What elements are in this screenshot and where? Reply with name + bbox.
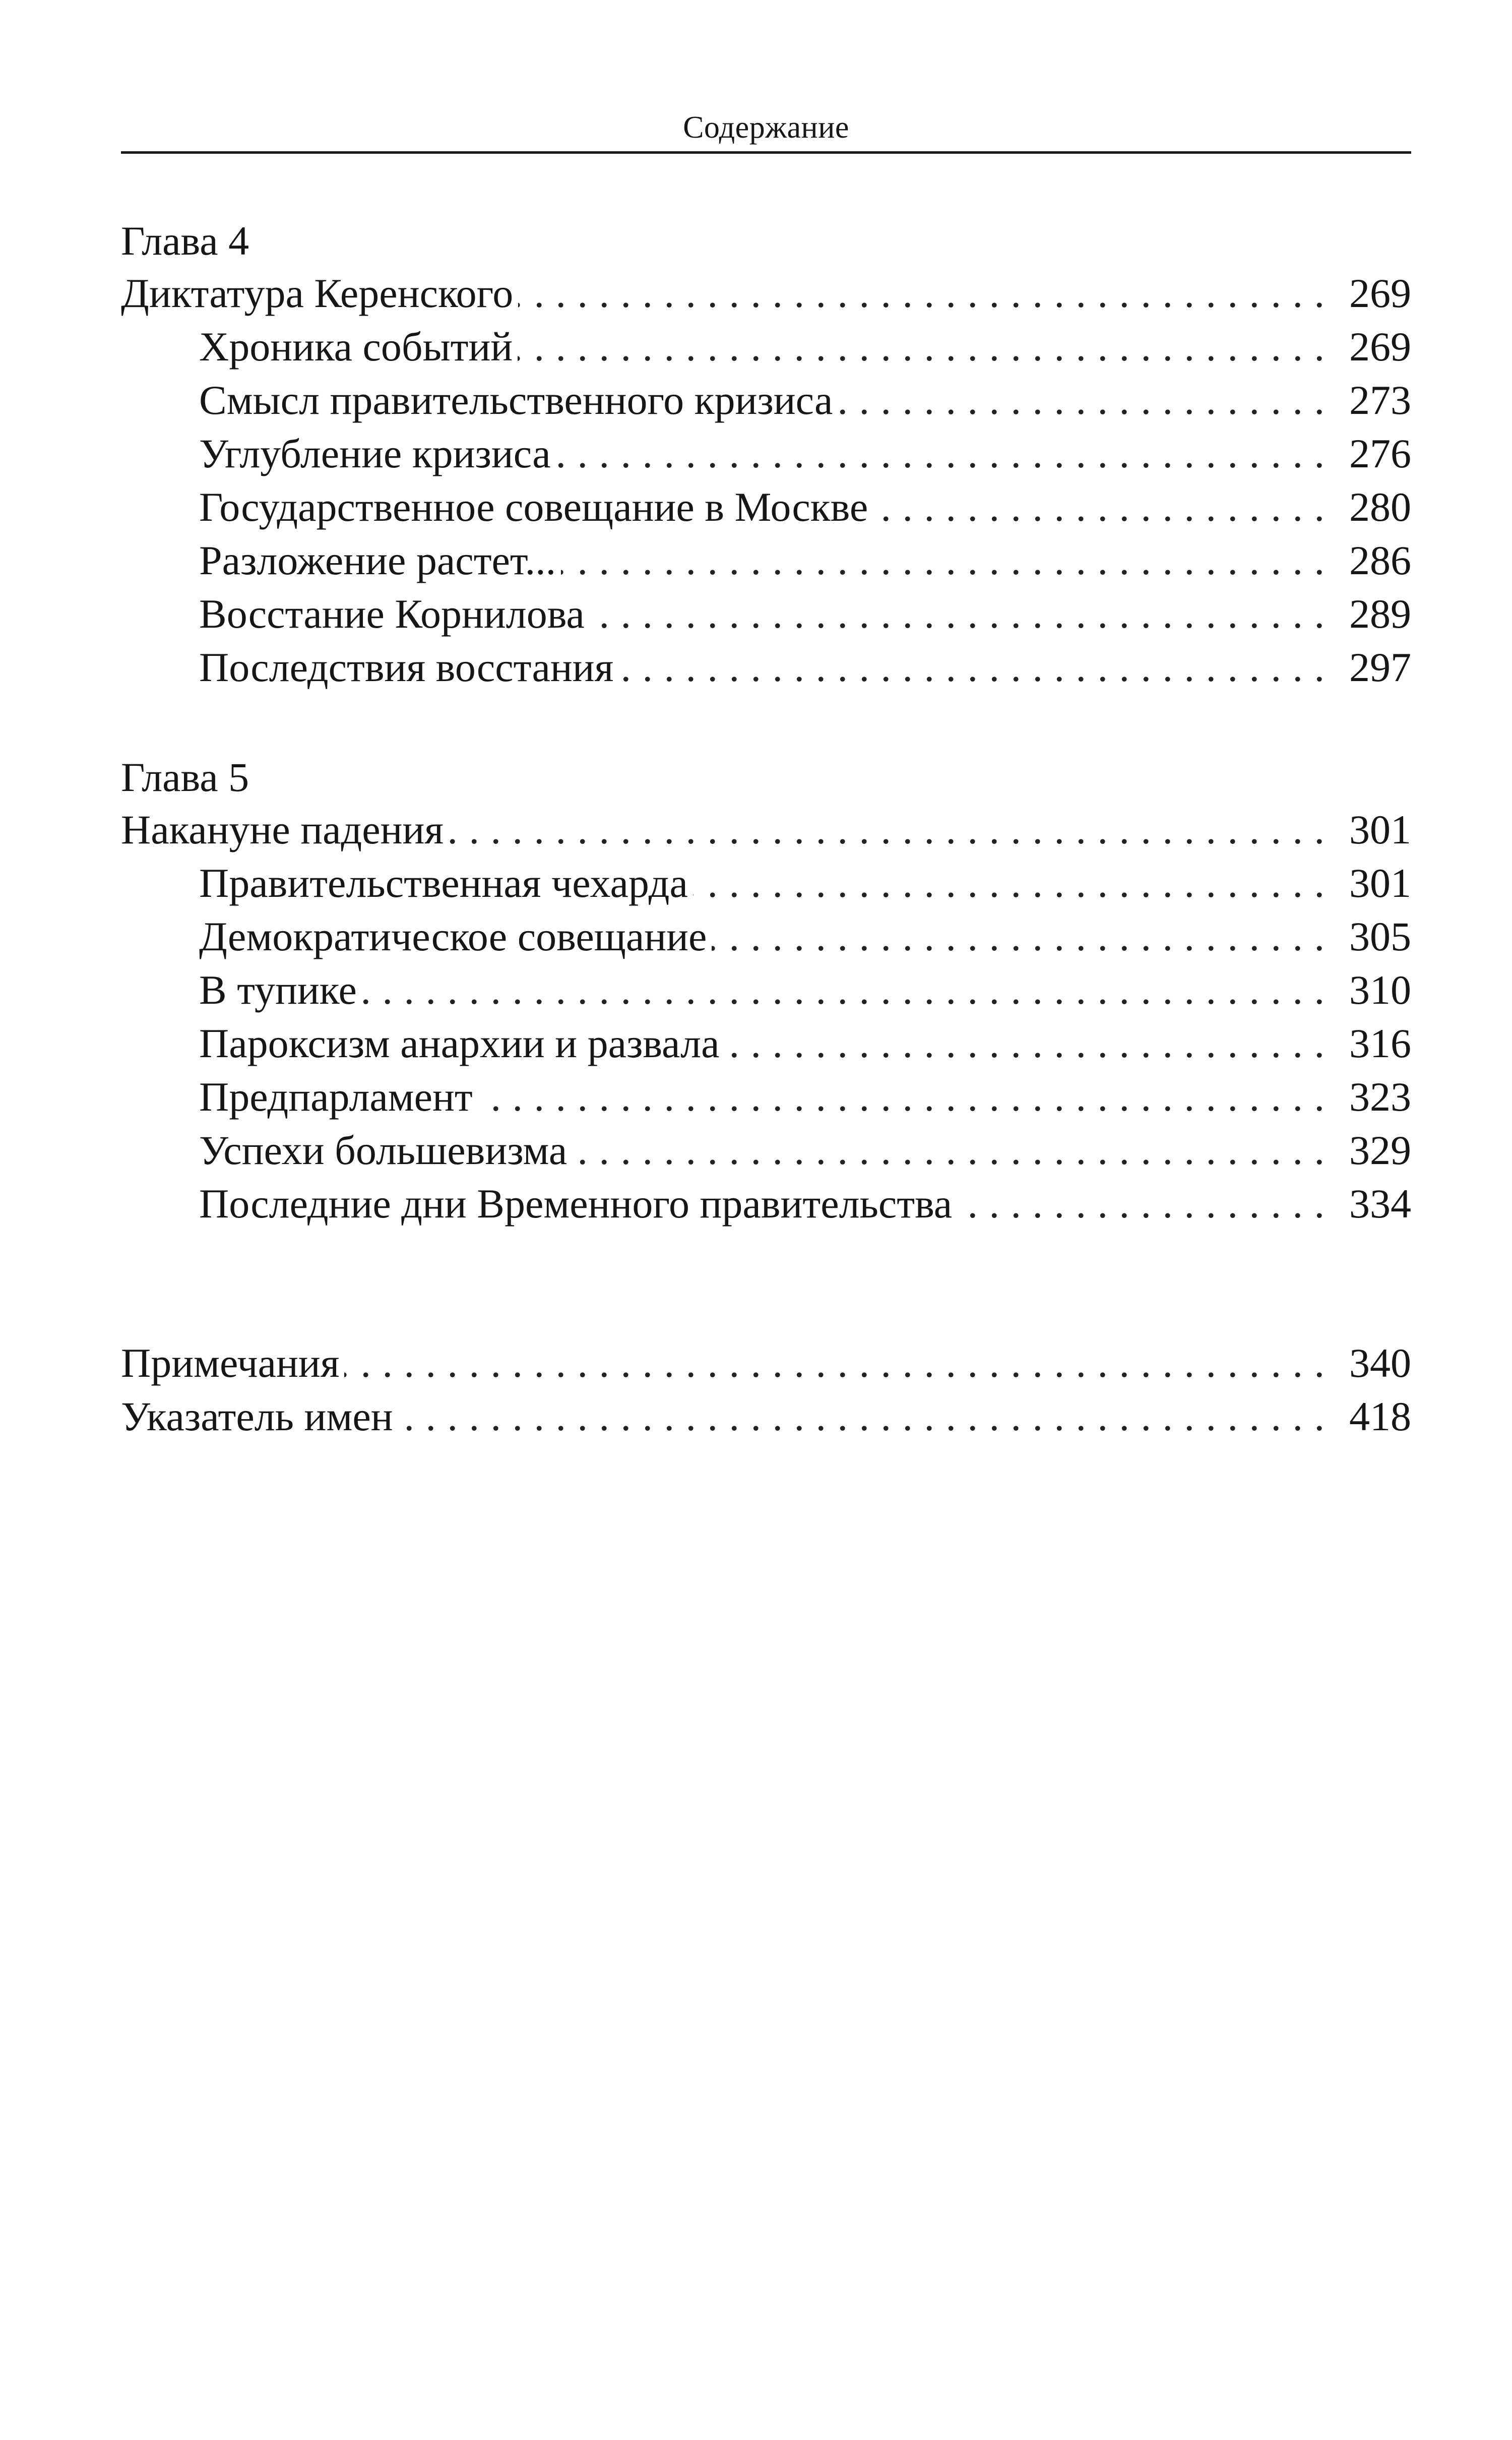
toc-entry-title: Углубление кризиса [199,431,551,476]
dot-leader [478,1072,1325,1122]
chapter-5-label: Глава 5 [121,754,249,800]
toc-entry-page: 305 [1349,913,1411,959]
toc-entry-page: 334 [1349,1181,1411,1227]
toc-entry-page: 316 [1349,1020,1411,1066]
dot-leader [838,375,1325,425]
contents-page [121,0,1411,2440]
toc-entry-chapter-4[interactable] [121,268,1411,322]
toc-entry-section[interactable] [121,1125,1411,1179]
dot-leader [362,965,1325,1015]
toc-entry-page: 297 [1349,644,1411,690]
dot-leader [398,1391,1325,1442]
toc-entry-section[interactable] [121,375,1411,429]
dot-leader [572,1125,1325,1176]
header-rule [121,151,1411,154]
dot-leader [712,911,1325,962]
toc-entry-section[interactable] [121,1018,1411,1072]
toc-entry-title: Примечания [121,1340,340,1386]
toc-entry-section[interactable] [121,589,1411,642]
toc-entry-title: В тупике [199,967,357,1013]
dot-leader [618,642,1325,693]
toc-entry-section[interactable] [121,965,1411,1018]
toc-entry-title: Диктатура Керенского [121,270,514,316]
dot-leader [518,322,1325,372]
toc-entry-page: 269 [1349,270,1411,316]
toc-entry-page: 289 [1349,591,1411,637]
toc-entry-page: 301 [1349,860,1411,906]
toc-entry-page: 329 [1349,1127,1411,1173]
toc-entry-page: 269 [1349,324,1411,370]
toc-entry-title: Восстание Корнилова [199,591,585,637]
dot-leader [344,1338,1325,1388]
toc-entry-section[interactable] [121,858,1411,911]
toc-entry-title: Разложение растет... [199,537,556,583]
toc-entry-section[interactable] [121,642,1411,696]
toc-entry-title: Накануне падения [121,807,444,852]
toc-entry-title: Правительственная чехарда [199,860,688,906]
toc-entry-title: Указатель имен [121,1393,393,1439]
dot-leader [873,482,1325,532]
toc-entry-title: Смысл правительственного кризиса [199,377,833,423]
toc-entry-page: 310 [1349,967,1411,1013]
toc-entry-section[interactable] [121,911,1411,965]
dot-leader [561,535,1325,586]
dot-leader [957,1179,1325,1229]
toc-entry-page: 286 [1349,537,1411,583]
toc-entry-title: Последние дни Временного правительства [199,1181,953,1227]
toc-entry-title: Успехи большевизма [199,1127,568,1173]
dot-leader [590,589,1325,639]
toc-entry-name-index[interactable] [121,1391,1411,1445]
toc-entry-title: Последствия восстания [199,644,614,690]
toc-entry-page: 340 [1349,1340,1411,1386]
toc-entry-section[interactable] [121,482,1411,535]
dot-leader [693,858,1325,908]
toc-entry-page: 276 [1349,431,1411,476]
toc-entry-page: 301 [1349,807,1411,852]
toc-entry-section[interactable] [121,322,1411,375]
dot-leader [725,1018,1325,1069]
toc-entry-title: Пароксизм анархии и развала [199,1020,720,1066]
toc-entry-page: 323 [1349,1074,1411,1120]
toc-entry-title: Предпарламент [199,1074,473,1120]
toc-entry-chapter-5[interactable] [121,805,1411,858]
toc-entry-page: 280 [1349,484,1411,530]
toc-entry-title: Демократическое совещание [199,913,707,959]
toc-entry-title: Государственное совещание в Москве [199,484,868,530]
dot-leader [449,805,1325,855]
dot-leader [556,429,1325,479]
toc-entry-section[interactable] [121,429,1411,482]
toc-entry-page: 273 [1349,377,1411,423]
chapter-4-label: Глава 4 [121,218,249,264]
dot-leader [518,268,1325,319]
toc-entry-section[interactable] [121,1179,1411,1232]
running-head: Содержание [683,110,849,145]
toc-entry-section[interactable] [121,1072,1411,1125]
toc-entry-page: 418 [1349,1393,1411,1439]
toc-entry-section[interactable] [121,535,1411,589]
toc-entry-notes[interactable] [121,1338,1411,1391]
toc-entry-title: Хроника событий [199,324,513,370]
